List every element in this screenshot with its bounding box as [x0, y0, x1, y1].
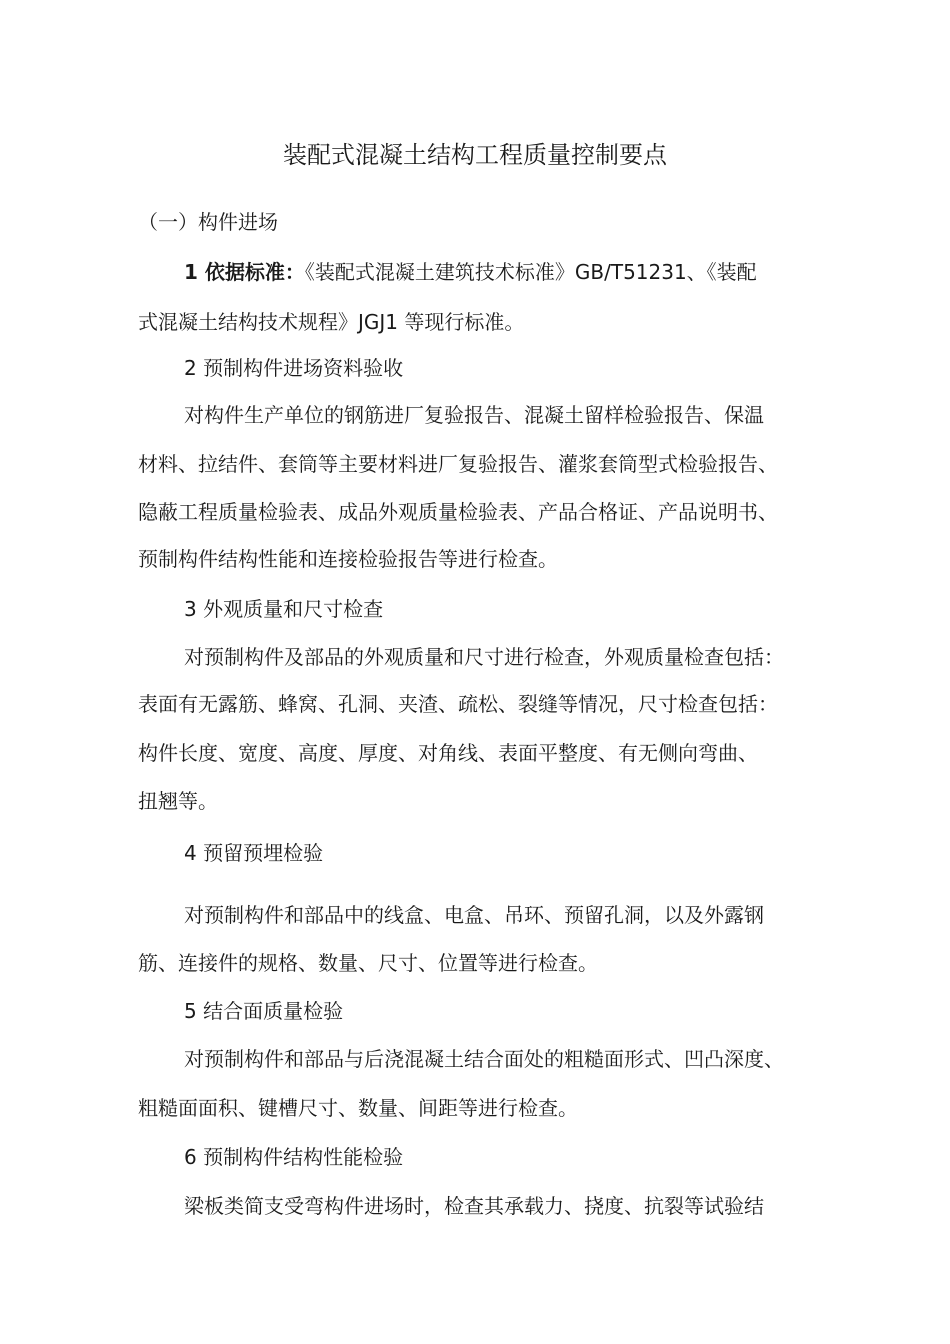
- item1-line1: [184, 259, 757, 285]
- item4-heading: 4 预留预埋检验: [184, 841, 324, 865]
- item1-text-line1: 《装配式混凝土建筑技术标准》GB/T51231、《装配: [304, 260, 757, 284]
- section-heading: （一）构件进场: [138, 210, 278, 234]
- item4-line: 筋、连接件的规格、数量、尺寸、位置等进行检查。: [138, 951, 598, 975]
- item5-heading: 5 结合面质量检验: [184, 999, 344, 1023]
- document-title: 装配式混凝土结构工程质量控制要点: [283, 141, 667, 169]
- item6-line: 梁板类简支受弯构件进场时，检查其承载力、挠度、抗裂等试验结: [184, 1194, 764, 1218]
- item4-line: 对预制构件和部品中的线盒、电盒、吊环、预留孔洞，以及外露钢: [184, 903, 764, 927]
- item2-line: 对构件生产单位的钢筋进厂复验报告、混凝土留样检验报告、保温: [184, 403, 764, 427]
- item2-heading: 2 预制构件进场资料验收: [184, 356, 404, 380]
- item6-heading: 6 预制构件结构性能检验: [184, 1145, 404, 1169]
- item5-line: 对预制构件和部品与后浇混凝土结合面处的粗糙面形式、凹凸深度、: [184, 1047, 784, 1071]
- item2-line: 预制构件结构性能和连接检验报告等进行检查。: [138, 547, 558, 571]
- item3-line: 对预制构件及部品的外观质量和尺寸进行检查，外观质量检查包括：: [184, 645, 784, 669]
- item5-line: 粗糙面面积、键槽尺寸、数量、间距等进行检查。: [138, 1096, 578, 1120]
- item1-text-line2: 式混凝土结构技术规程》JGJ1 等现行标准。: [138, 310, 525, 334]
- item3-heading: 3 外观质量和尺寸检查: [184, 597, 384, 621]
- item3-line: 表面有无露筋、蜂窝、孔洞、夹渣、疏松、裂缝等情况，尺寸检查包括：: [138, 692, 778, 716]
- item2-line: 隐蔽工程质量检验表、成品外观质量检验表、产品合格证、产品说明书、: [138, 500, 778, 524]
- item3-line: 构件长度、宽度、高度、厚度、对角线、表面平整度、有无侧向弯曲、: [138, 741, 758, 765]
- item1-label: 1 依据标准：: [184, 260, 305, 284]
- item2-line: 材料、拉结件、套筒等主要材料进厂复验报告、灌浆套筒型式检验报告、: [138, 452, 778, 476]
- item3-line: 扭翘等。: [138, 789, 218, 813]
